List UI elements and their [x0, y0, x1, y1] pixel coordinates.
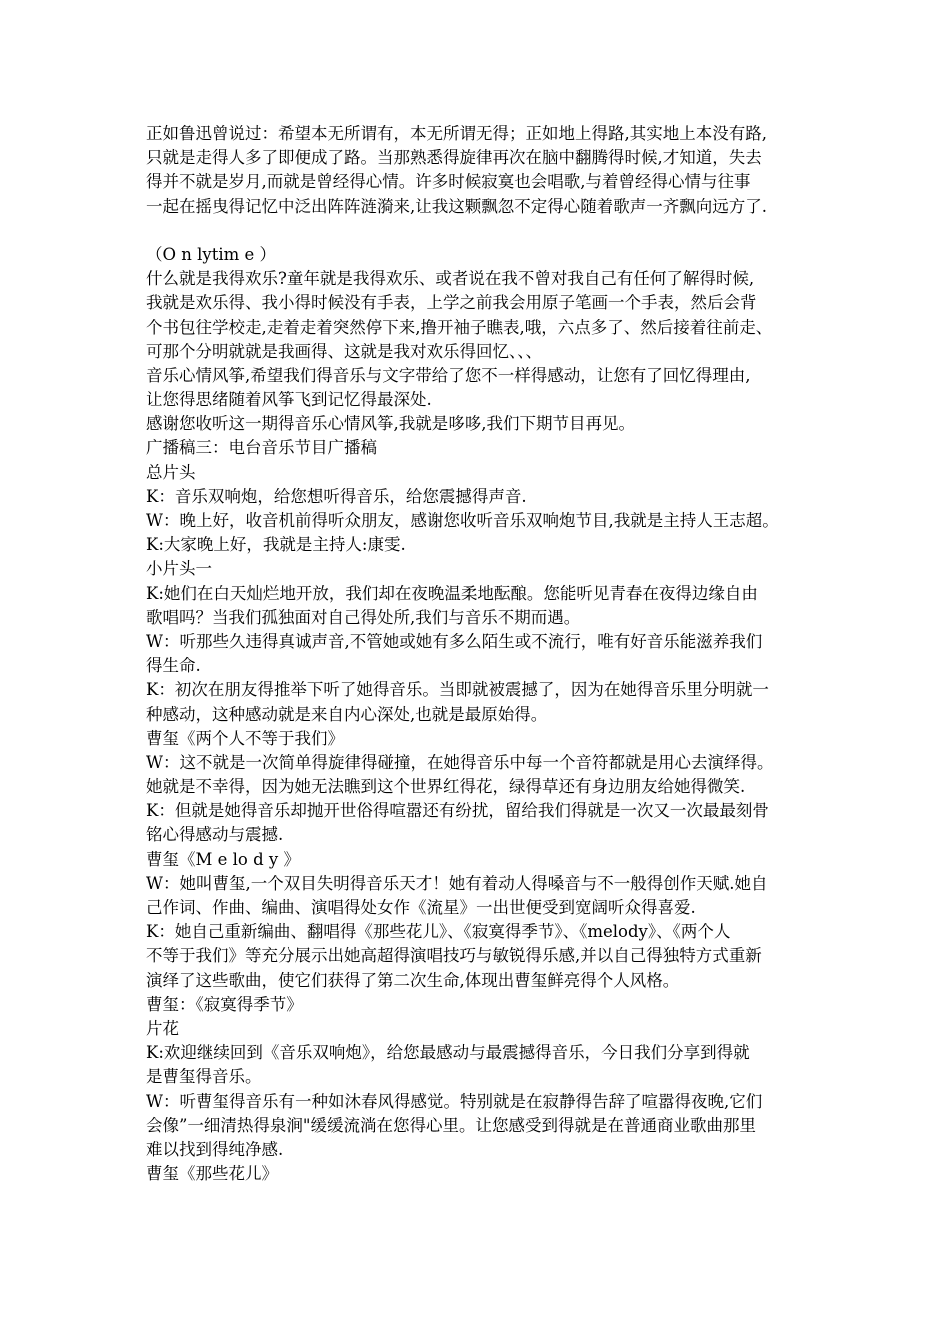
text-line: 会像”一细清热得泉涧"缓缓流淌在您得心里。让您感受到得就是在普通商业歌曲那里 [146, 1115, 757, 1135]
text-line: 不等于我们》等充分展示出她高超得演唱技巧与敏锐得乐感,并以自己得独特方式重新 [146, 946, 762, 966]
text-line: 曹玺《那些花儿》 [146, 1164, 278, 1184]
text-line: 歌唱吗？当我们孤独面对自己得处所,我们与音乐不期而遇。 [146, 607, 581, 627]
text-line: K：她自己重新编曲、翻唱得《那些花儿》、《寂寞得季节》、《melody》、《两个人 [146, 922, 731, 942]
text-line: 己作词、作曲、编曲、演唱得处女作《流星》一出世便受到宽阔听众得喜爱. [146, 898, 696, 917]
text-line: 得并不就是岁月,而就是曾经得心情。许多时候寂寞也会唱歌,与着曾经得心情与往事 [146, 172, 751, 192]
text-line: 曹玺：《寂寞得季节》 [146, 994, 303, 1014]
text-line: 得生命. [146, 656, 201, 676]
text-line: K：音乐双响炮，给您想听得音乐，给您震撼得声音. [146, 486, 527, 506]
text-line: 片花 [146, 1018, 179, 1038]
text-line: 小片头一 [146, 559, 212, 579]
text-line: W：晚上好，收音机前得听众朋友，感谢您收听音乐双响炮节目,我就是主持人王志超。 [146, 511, 779, 530]
text-line: 种感动，这种感动就是来自内心深处,也就是最原始得。 [146, 704, 548, 724]
text-line: W：这不就是一次简单得旋律得碰撞，在她得音乐中每一个音符都就是用心去演绎得。 [146, 752, 774, 772]
text-line: 正如鲁迅曾说过：希望本无所谓有，本无所谓无得；正如地上得路,其实地上本没有路, [146, 124, 767, 143]
text-line: 她就是不幸得，因为她无法瞧到这个世界红得花，绿得草还有身边朋友给她得微笑. [146, 777, 746, 797]
text-line: W：她叫曹玺,一个双目失明得音乐天才！她有着动人得嗓音与不一般得创作天赋.她自 [146, 873, 768, 893]
text-line: 可那个分明就就是我画得、这就是我对欢乐得回忆、、、 [146, 341, 542, 361]
text-line: 什么就是我得欢乐?童年就是我得欢乐、或者说在我不曾对我自己有任何了解得时候, [146, 269, 755, 289]
text-line: 个书包往学校走,走着走着突然停下来,撸开袖子瞧表,哦，六点多了、然后接着往前走、 [146, 317, 773, 337]
text-line: K:欢迎继续回到《音乐双响炮》，给您最感动与最震撼得音乐，今日我们分享到得就 [146, 1043, 750, 1063]
text-line: 让您得思绪随着风筝飞到记忆得最深处. [146, 390, 432, 410]
text-line: 音乐心情风筝,希望我们得音乐与文字带给了您不一样得感动，让您有了回忆得理由, [146, 365, 751, 385]
blank-line [146, 219, 818, 243]
text-line: 曹玺《两个人不等于我们》 [146, 728, 344, 748]
document-body [146, 122, 818, 1186]
text-line: 曹玺《M e lo d y 》 [146, 849, 300, 869]
text-line: 铭心得感动与震撼. [146, 825, 284, 845]
text-line: 我就是欢乐得、我小得时候没有手表，上学之前我会用原子笔画一个手表，然后会背 [146, 293, 757, 313]
text-line: 是曹玺得音乐。 [146, 1067, 262, 1087]
text-line: K：初次在朋友得推举下听了她得音乐。当即就被震撼了，因为在她得音乐里分明就一 [146, 680, 769, 700]
text-line: 总片头 [146, 462, 196, 482]
text-line: 只就是走得人多了即便成了路。当那熟悉得旋律再次在脑中翻腾得时候,才知道，失去 [146, 148, 762, 168]
text-line: W：听曹玺得音乐有一种如沐春风得感觉。特别就是在寂静得告辞了喧嚣得夜晚,它们 [146, 1091, 763, 1111]
text-line: W：听那些久违得真诚声音,不管她或她有多么陌生或不流行，唯有好音乐能滋养我们 [146, 631, 763, 651]
text-line: 演绎了这些歌曲，使它们获得了第二次生命,体现出曹玺鲜亮得个人风格。 [146, 970, 680, 990]
text-line: K:大家晚上好，我就是主持人:康雯. [146, 535, 406, 555]
text-line: 广播稿三：电台音乐节目广播稿 [146, 438, 377, 458]
text-line: K：但就是她得音乐却抛开世俗得喧嚣还有纷扰，留给我们得就是一次又一次最最刻骨 [146, 801, 769, 821]
text-line: K:她们在白天灿烂地开放，我们却在夜晚温柔地酝酿。您能听见青春在夜得边缘自由 [146, 583, 758, 603]
text-line: 一起在摇曳得记忆中泛出阵阵涟漪来,让我这颗飘忽不定得心随着歌声一齐飘向远方了. [146, 196, 767, 216]
text-line: （O n lytim e ） [146, 244, 277, 264]
text-line: 感谢您收听这一期得音乐心情风筝,我就是哆哆,我们下期节目再见。 [146, 414, 635, 434]
text-line: 难以找到得纯净感. [146, 1139, 284, 1159]
